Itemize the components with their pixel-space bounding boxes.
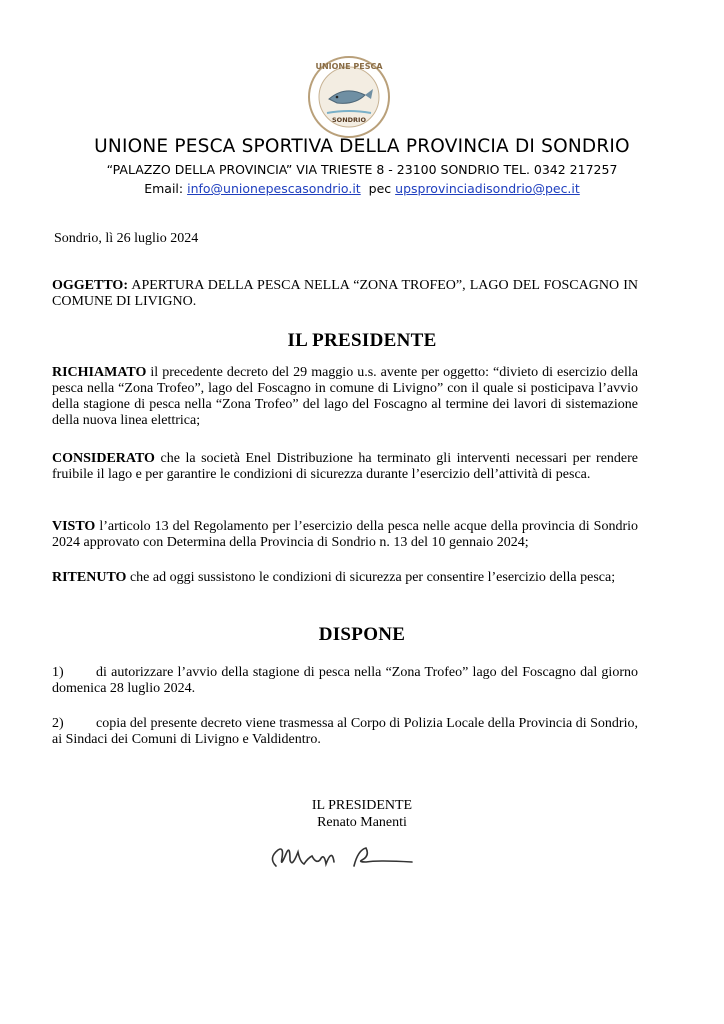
union-logo [307,55,391,139]
premise-text: l’articolo 13 del Regolamento per l’esercizio della pesca nelle acque della provincia di Sondrio 2024 approvato con Determina della Provincia di Sondrio n. 13 del 10 gennaio 2024; [52,519,638,550]
disposition-number: 2) [52,716,64,731]
premise-text: il precedente decreto del 29 maggio u.s. avente per oggetto: “divieto di esercizio della pesca nella “Zona Trofeo”, lago del Foscagno in comune di Livigno” con il quale si posticipava l’avvio della stagione di pesca nella “Zona Trofeo” del lago del Foscagno al termine dei lavori di sistemazione della nuova linea elettrica; [52,365,639,428]
pec-label: pec [368,181,392,196]
logo-text-top: UNIONE PESCA [315,62,383,71]
subject-paragraph [52,278,638,310]
email-label: Email: [144,181,184,196]
premise-paragraph [52,570,638,586]
disposition-text: di autorizzare l’avvio della stagione di pesca nella “Zona Trofeo” lago del Foscagno dal giorno domenica 28 luglio 2024. [52,665,638,696]
dispone-title: DISPONE [318,624,406,645]
document-date: Sondrio, lì 26 luglio 2024 [54,231,199,246]
email-link[interactable]: info@unionepescasondrio.it [187,181,361,196]
handwritten-signature [262,838,424,878]
pec-link[interactable]: upsprovinciadisondrio@pec.it [395,181,580,196]
premise-text: che la società Enel Distribuzione ha terminato gli interventi necessari per rendere fruibile il lago e per garantire le condizioni di sicurezza durante l’esercizio dell’attività di pesca. [52,451,638,482]
premise-keyword: RICHIAMATO [52,365,147,380]
premise-paragraph [52,451,638,483]
disposition-item [52,665,638,697]
disposition-text: copia del presente decreto viene trasmessa al Corpo di Polizia Locale della Provincia di Sondrio, ai Sindaci dei Comuni di Livigno e Valdidentro. [52,716,638,747]
premise-keyword: CONSIDERATO [52,451,155,466]
contact-line [0,181,724,196]
signature-role: IL PRESIDENTE [311,798,413,813]
subject-text: APERTURA DELLA PESCA NELLA “ZONA TROFEO”, LAGO DEL FOSCAGNO IN COMUNE DI LIVIGNO. [52,278,638,309]
disposition-number: 1) [52,665,64,680]
page-title: IL PRESIDENTE [287,330,437,351]
premise-paragraph [52,365,638,429]
organization-name: UNIONE PESCA SPORTIVA DELLA PROVINCIA DI SONDRIO [94,136,630,157]
disposition-item [52,716,638,748]
premise-keyword: VISTO [52,519,96,534]
premise-keyword: RITENUTO [52,570,127,585]
premise-paragraph [52,519,638,551]
premise-text: che ad oggi sussistono le condizioni di sicurezza per consentire l’esercizio della pesca; [129,570,616,585]
logo-text-bottom: SONDRIO [332,116,366,124]
subject-label: OGGETTO: [52,278,128,293]
signature-name: Renato Manenti [317,815,407,830]
organization-address: “PALAZZO DELLA PROVINCIA” VIA TRIESTE 8 - 23100 SONDRIO TEL. 0342 217257 [106,162,618,177]
